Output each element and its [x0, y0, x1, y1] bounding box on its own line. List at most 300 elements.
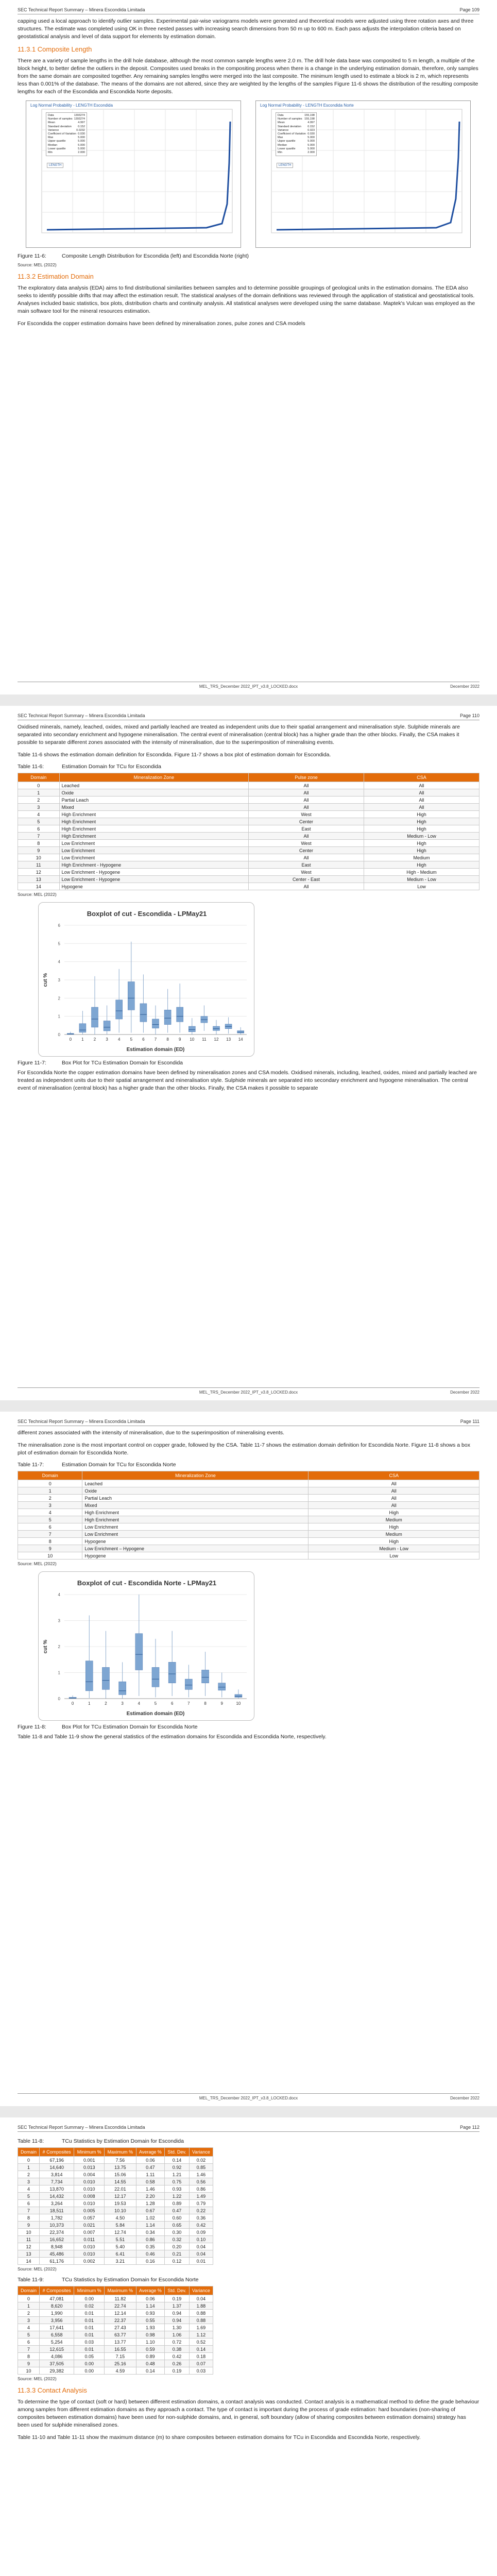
table-cell: 0.01 [189, 2258, 213, 2265]
table-cell: 0.85 [189, 2164, 213, 2171]
table-cell: 1.21 [165, 2171, 190, 2178]
figure-source: Source: MEL (2022) [18, 262, 57, 267]
column-header: Mineralization Zone [59, 773, 248, 782]
table-cell: 12 [18, 2243, 40, 2250]
table-cell: 1.14 [136, 2302, 165, 2310]
table-row [18, 1538, 479, 1545]
box [237, 1031, 244, 1033]
table-cell: 0.05 [74, 2353, 105, 2360]
table-cell: 14,432 [40, 2193, 74, 2200]
table-cell: 12,615 [40, 2346, 74, 2353]
table-cell: 0.005 [74, 2207, 105, 2214]
table-row [18, 2353, 213, 2360]
table-cell: 4,086 [40, 2353, 74, 2360]
domain-table-escondida [18, 773, 479, 890]
column-header: Std. Dev. [165, 2286, 190, 2295]
table-cell: 1.30 [165, 2324, 190, 2331]
table-row [18, 1487, 479, 1495]
table-cell: High [364, 825, 479, 833]
table-cell: Center - East [248, 876, 364, 883]
table-cell: 15.06 [105, 2171, 136, 2178]
table-cell: 14.55 [105, 2178, 136, 2185]
table-row [18, 1545, 479, 1552]
x-tick-label: 5 [130, 1037, 133, 1042]
boxplot-escondida [38, 902, 254, 1057]
table-cell: High Enrichment [59, 825, 248, 833]
table-cell: 0.36 [189, 2214, 213, 2222]
table-cell: High Enrichment [59, 818, 248, 825]
section-heading: 11.3.1 Composite Length [18, 45, 92, 53]
table-row [18, 782, 479, 789]
table-cell: High Enrichment [82, 1509, 309, 1516]
table-cell: 0.30 [165, 2229, 190, 2236]
table-cell: 7 [18, 833, 60, 840]
table-cell: Leached [59, 782, 248, 789]
table-cell: 0.10 [189, 2236, 213, 2243]
table-cell: 0.98 [136, 2331, 165, 2338]
table-cell: High Enrichment [59, 811, 248, 818]
table-cell: 10 [18, 854, 60, 861]
table-cell: 0.16 [136, 2258, 165, 2265]
table-row [18, 2250, 213, 2258]
page-header [18, 2125, 479, 2132]
table-cell: 1.28 [136, 2200, 165, 2207]
table-row [18, 2360, 213, 2367]
table-cell: 0.021 [74, 2222, 105, 2229]
table-cell: 0.010 [74, 2185, 105, 2193]
table-cell: 0.58 [136, 2178, 165, 2185]
table-cell: 29,382 [40, 2367, 74, 2375]
table-cell: Low Enrichment [59, 847, 248, 854]
table-cell: All [309, 1487, 479, 1495]
column-header: CSA [364, 773, 479, 782]
page-footer [18, 682, 479, 689]
table-cell: 3 [18, 2178, 40, 2185]
column-header: Domain [18, 773, 60, 782]
table-cell: 9 [18, 847, 60, 854]
boxplot-canvas [39, 903, 255, 1057]
table-cell: East [248, 861, 364, 869]
table-cell: 2 [18, 2310, 40, 2317]
footer-filename: MEL_TRS_December 2022_IPT_v3.8_LOCKED.docx [199, 1390, 298, 1395]
table-cell: High [309, 1523, 479, 1531]
table-cell: 0.92 [165, 2164, 190, 2171]
x-tick-label: 9 [178, 1037, 181, 1042]
table-cell: 0.86 [136, 2236, 165, 2243]
column-header: Mineralization Zone [82, 1471, 309, 1480]
table-cell: 1.49 [189, 2193, 213, 2200]
table-row [18, 2310, 213, 2317]
table-cell: 10 [18, 2367, 40, 2375]
table-cell: Medium - Low [364, 833, 479, 840]
paragraph: The exploratory data analysis (EDA) aims to find distributional similarities between samples and to determine possible groupings of geological units in the estimation domains. The EDA also seeks to identify possible drifts that may affect the estimation result. The statistical analyses of the domain definitions was reviewed through the application of statistical and geostatistical tools. Analyses included basic statistics, box plots, distribution charts and continuity analysis. All statistical analyses were developed using the same database. Maptek's Vulcan was employed as the main software tool for the mineral resources estimation. [18, 285, 475, 314]
table-cell: 1.12 [189, 2331, 213, 2338]
box [152, 1019, 159, 1028]
table-cell: 0.26 [165, 2360, 190, 2367]
column-header: Domain [18, 2286, 40, 2295]
paragraph: For Escondida the copper estimation domains have been defined by mineralisation zones, pulse zones and CSA models [18, 320, 305, 327]
table-cell: High [309, 1538, 479, 1545]
table-cell: High [364, 811, 479, 818]
box [188, 1026, 195, 1032]
paragraph: There are a variety of sample lengths in the drill hole database, although the most common sample lengths were 2.0 m. The drill hole data base was composited to 5 m length, a multiple of the block height, to better define the outliers in the deposit. Composites used breaks in the compositing process when there is a change in the underlying estimation domain, therefore, only samples from the same domain are composited together. Any remaining samples lengths were merged into the last composite. The minimum length used to estimate a block is 2 m, which represents less than 0.001% of the database. The means of the domains are not altered, since they are weighted by the lengths of the samples Figure 11-6 shows the distribution of the resulting composite lengths for each of the Escondida and Escondida Norte deposits. [18, 58, 478, 95]
table-cell: 0.04 [189, 2295, 213, 2302]
table-cell: 0.86 [189, 2185, 213, 2193]
table-cell: 0.67 [136, 2207, 165, 2214]
column-header: Std. Dev. [165, 2148, 190, 2157]
y-tick-label: 2 [58, 996, 60, 1001]
table-row [18, 2302, 213, 2310]
x-axis-label: Estimation domain (ED) [126, 1711, 185, 1717]
section-heading: 11.3.3 Contact Analysis [18, 2386, 87, 2394]
box [202, 1670, 209, 1683]
table-cell: Medium - Low [364, 876, 479, 883]
table-cell: 0.46 [136, 2250, 165, 2258]
table-cell: 61,176 [40, 2258, 74, 2265]
table-row [18, 1502, 479, 1509]
table-source: Source: MEL (2022) [18, 2376, 57, 2381]
x-tick-label: 5 [154, 1701, 157, 1706]
column-header: Maximum % [105, 2286, 136, 2295]
footer-date: December 2022 [450, 2096, 479, 2100]
boxplot-escondida-norte [38, 1571, 254, 1721]
footer-filename: MEL_TRS_December 2022_IPT_v3.8_LOCKED.docx [199, 684, 298, 689]
table-cell: East [248, 825, 364, 833]
paragraph: different zones associated with the intensity of mineralisation, due to the superimposition of mineralising events. [18, 1430, 285, 1436]
box [119, 1682, 126, 1694]
table-cell: 0.02 [189, 2157, 213, 2164]
table-cell: 0.88 [189, 2310, 213, 2317]
y-axis-label: cut % [43, 1639, 48, 1654]
table-cell: 0.00 [74, 2295, 105, 2302]
figure-caption: Figure 11-8: Box Plot for TCu Estimation Domain for Escondida Norte [18, 1724, 198, 1730]
page-footer [18, 2093, 479, 2100]
table-cell: Low Enrichment [59, 840, 248, 847]
table-cell: 0.008 [74, 2193, 105, 2200]
y-tick-label: 4 [58, 959, 60, 964]
table-cell: 3 [18, 804, 60, 811]
table-cell: 0.38 [165, 2346, 190, 2353]
table-cell: 12 [18, 869, 60, 876]
table-cell: 12.14 [105, 2310, 136, 2317]
table-cell: 4 [18, 811, 60, 818]
page-112 [0, 2117, 497, 2576]
table-cell: 0 [18, 1480, 82, 1487]
table-cell: 8,620 [40, 2302, 74, 2310]
table-row [18, 2295, 213, 2302]
table-row [18, 2200, 213, 2207]
table-cell: 0.001 [74, 2157, 105, 2164]
table-cell: 5,254 [40, 2338, 74, 2346]
table-cell: 7,734 [40, 2178, 74, 2185]
table-cell: 0.48 [136, 2360, 165, 2367]
box [213, 1026, 220, 1030]
table-row [18, 833, 479, 840]
header-title: SEC Technical Report Summary – Minera Escondida Limitada [18, 2125, 145, 2130]
table-cell: 3 [18, 1502, 82, 1509]
table-cell: 3,814 [40, 2171, 74, 2178]
column-header: Average % [136, 2148, 165, 2157]
table-cell: 1.93 [136, 2324, 165, 2331]
box [235, 1694, 242, 1698]
table-cell: 5.84 [105, 2222, 136, 2229]
x-tick-label: 2 [105, 1701, 107, 1706]
x-tick-label: 8 [204, 1701, 207, 1706]
table-cell: 10 [18, 2229, 40, 2236]
x-tick-label: 11 [202, 1037, 207, 1042]
table-cell: 7 [18, 2346, 40, 2353]
table-cell: All [309, 1480, 479, 1487]
table-cell: 0.94 [165, 2310, 190, 2317]
table-cell: 45,486 [40, 2250, 74, 2258]
table-cell: 0.20 [165, 2243, 190, 2250]
column-header: # Composites [40, 2286, 74, 2295]
table-cell: 1 [18, 789, 60, 796]
column-header: Minimum % [74, 2148, 105, 2157]
table-cell: 0.47 [165, 2207, 190, 2214]
table-cell: 0.04 [189, 2243, 213, 2250]
table-cell: 0.55 [136, 2317, 165, 2324]
table-row [18, 811, 479, 818]
table-cell: High [364, 847, 479, 854]
table-cell: 14 [18, 2258, 40, 2265]
table-cell: Low Enrichment – Hypogene [82, 1545, 309, 1552]
table-row [18, 2258, 213, 2265]
plot-legend: LENGTH [47, 163, 63, 168]
table-cell: 0.18 [189, 2353, 213, 2360]
table-cell: 0.42 [189, 2222, 213, 2229]
paragraph: capping used a local approach to identify outlier samples. Experimental pair-wise variograms models were generated and theoretical models were adjusted using three rotation axes and three structures. The estimate was completed using OK in three nested passes with increasing search dimensions from 50 m up to 600 m. Each pass adjusts the interpolation criteria based on geostatistical analysis and level of data support for elements by estimation domain. [18, 18, 474, 40]
table-cell: 0.94 [165, 2317, 190, 2324]
table-cell: 0.60 [165, 2214, 190, 2222]
table-cell: 1.11 [136, 2171, 165, 2178]
table-cell: 37,505 [40, 2360, 74, 2367]
table-cell: 7.56 [105, 2157, 136, 2164]
y-tick-label: 2 [58, 1645, 60, 1649]
table-cell: 8 [18, 840, 60, 847]
table-row [18, 869, 479, 876]
table-cell: Low [364, 883, 479, 890]
x-tick-label: 6 [170, 1701, 174, 1706]
column-header: Maximum % [105, 2148, 136, 2157]
y-tick-label: 5 [58, 941, 60, 946]
table-cell: 8 [18, 2214, 40, 2222]
table-cell: 6 [18, 2338, 40, 2346]
probability-plots-figure [18, 100, 479, 250]
table-cell: All [248, 796, 364, 804]
table-row [18, 2164, 213, 2171]
table-cell: 6,558 [40, 2331, 74, 2338]
table-cell: 4.50 [105, 2214, 136, 2222]
table-cell: All [364, 789, 479, 796]
table-cell: 67,196 [40, 2157, 74, 2164]
table-cell: All [248, 883, 364, 890]
page-number: Page 111 [460, 1419, 479, 1424]
table-cell: 0 [18, 2157, 40, 2164]
table-cell: Low Enrichment [59, 854, 248, 861]
table-cell: 0.07 [189, 2360, 213, 2367]
table-cell: 0.22 [189, 2207, 213, 2214]
table-source: Source: MEL (2022) [18, 2266, 57, 2272]
boxplot-canvas [39, 1572, 255, 1721]
table-cell: 0.03 [74, 2338, 105, 2346]
table-cell: All [248, 854, 364, 861]
table-cell: All [364, 804, 479, 811]
table-cell: 0.47 [136, 2164, 165, 2171]
table-cell: 0.01 [74, 2346, 105, 2353]
footer-filename: MEL_TRS_December 2022_IPT_v3.8_LOCKED.docx [199, 2096, 298, 2100]
table-cell: Low Enrichment - Hypogene [59, 876, 248, 883]
table-cell: 1.10 [136, 2338, 165, 2346]
table-cell: 13.77 [105, 2338, 136, 2346]
table-row [18, 2338, 213, 2346]
box [128, 982, 134, 1010]
box [218, 1683, 226, 1690]
page-109 [0, 0, 497, 694]
table-cell: 9 [18, 1545, 82, 1552]
table-row [18, 2346, 213, 2353]
table-cell: 6 [18, 1523, 82, 1531]
table-cell: 4 [18, 2324, 40, 2331]
box [135, 1634, 143, 1670]
table-cell: High [364, 818, 479, 825]
table-cell: 0.65 [165, 2222, 190, 2229]
table-cell: 0.14 [165, 2157, 190, 2164]
stats-box: Data 155,198 Number of samples 155,198 Mean 4.997 Standard deviation 0.152 Variance 0.023 Coefficient of Variation 0.030 Max 5.000 Upper quartile 5.000 Median 5.000 Lower quartile 5.000 Min 2.000 [276, 112, 317, 156]
table-cell: 3.21 [105, 2258, 136, 2265]
table-cell: 0.057 [74, 2214, 105, 2222]
table-row [18, 1495, 479, 1502]
table-cell: 5.40 [105, 2243, 136, 2250]
table-cell: 3,956 [40, 2317, 74, 2324]
table-cell: 2.20 [136, 2193, 165, 2200]
table-cell: 8 [18, 2353, 40, 2360]
table-cell: 7 [18, 1531, 82, 1538]
header-title: SEC Technical Report Summary – Minera Escondida Limitada [18, 7, 145, 12]
box [164, 1010, 171, 1024]
table-cell: 0.75 [165, 2178, 190, 2185]
table-row [18, 840, 479, 847]
table-cell: 5 [18, 2193, 40, 2200]
table-cell: Oxide [82, 1487, 309, 1495]
table-cell: 0.00 [74, 2360, 105, 2367]
table-cell: 1.14 [136, 2222, 165, 2229]
x-tick-label: 7 [154, 1037, 157, 1042]
table-cell: 22.01 [105, 2185, 136, 2193]
table-cell: All [364, 796, 479, 804]
x-tick-label: 10 [236, 1701, 241, 1706]
table-cell: 0 [18, 2295, 40, 2302]
column-header: Minimum % [74, 2286, 105, 2295]
table-cell: 11 [18, 2236, 40, 2243]
table-cell: 0.01 [74, 2317, 105, 2324]
table-cell: Partial Leach [82, 1495, 309, 1502]
table-cell: 22.37 [105, 2317, 136, 2324]
table-cell: 0.35 [136, 2243, 165, 2250]
table-caption: Table 11-7: Estimation Domain for TCu for Escondida Norte [18, 1462, 176, 1468]
chart-title: Boxplot of cut - Escondida Norte - LPMay21 [77, 1579, 217, 1587]
table-cell: 0.88 [189, 2317, 213, 2324]
table-body [18, 2295, 213, 2375]
table-cell: 2 [18, 2171, 40, 2178]
table-cell: 2 [18, 796, 60, 804]
y-axis-label: cut % [43, 973, 48, 987]
table-cell: 1,990 [40, 2310, 74, 2317]
table-cell: 3 [18, 2317, 40, 2324]
table-cell: Center [248, 847, 364, 854]
paragraph: Table 11-10 and Table 11-11 show the maximum distance (m) to share composites between estimation domains for TCu in Escondida and Escondida Norte, respectively. [18, 2434, 421, 2441]
column-header: Pulse zone [248, 773, 364, 782]
domain-table-escondida-norte [18, 1471, 479, 1560]
table-cell: All [248, 804, 364, 811]
table-cell: 0.007 [74, 2229, 105, 2236]
table-cell: 1 [18, 2302, 40, 2310]
table-caption: Table 11-6: Estimation Domain for TCu for Escondida [18, 764, 161, 770]
page-110 [0, 706, 497, 1400]
table-cell: 0.19 [165, 2367, 190, 2375]
page-header [18, 713, 479, 720]
table-cell: 0.01 [74, 2331, 105, 2338]
table-cell: 1.69 [189, 2324, 213, 2331]
table-row [18, 1531, 479, 1538]
y-tick-label: 1 [58, 1014, 60, 1019]
table-cell: 25.16 [105, 2360, 136, 2367]
paragraph: For Escondida Norte the copper estimation domains have been defined by mineralisation zones and CSA models. Oxidised minerals, including, leached, oxides, mixed and partially leached are treated as independent units due to their spatial arrangement and mineralisation style. Sulphide minerals are separated into secondary enrichment and hypogene mineralisation. The central event of mineralisation (central block) has a higher grade than the other blocks. Finally, the CSA makes it possible to separate [18, 1070, 477, 1091]
table-cell: 0.21 [165, 2250, 190, 2258]
table-cell: 0.010 [74, 2243, 105, 2250]
table-cell: High [309, 1509, 479, 1516]
table-cell: 1,782 [40, 2214, 74, 2222]
table-row [18, 2229, 213, 2236]
table-cell: 5 [18, 2331, 40, 2338]
footer-date: December 2022 [450, 684, 479, 689]
page-footer [18, 1387, 479, 1395]
table-cell: 63.77 [105, 2331, 136, 2338]
table-cell: 0.010 [74, 2200, 105, 2207]
table-cell: 0.93 [136, 2310, 165, 2317]
table-cell: High Enrichment [82, 1516, 309, 1523]
box [85, 1661, 93, 1691]
table-cell: 13 [18, 2250, 40, 2258]
table-cell: Hypogene [82, 1552, 309, 1560]
table-cell: Partial Leach [59, 796, 248, 804]
table-cell: 7 [18, 2207, 40, 2214]
paragraph: Oxidised minerals, namely, leached, oxides, mixed and partially leached are treated as independent units due to their spatial arrangement and mineralisation style. Sulphide minerals are separated into secondary enrichment and hypogene mineralisation. The central event of mineralisation (central block) has a higher grade than the other blocks. Finally, the CSA makes it possible to separate different zones associated with the intensity of mineralisation, due to the superimposition of mineralising events. [18, 724, 460, 745]
table-cell: 6.41 [105, 2250, 136, 2258]
table-cell: 5 [18, 818, 60, 825]
table-cell: All [364, 782, 479, 789]
box [177, 1007, 183, 1022]
box [104, 1021, 110, 1031]
y-tick-label: 0 [58, 1032, 60, 1037]
box [152, 1667, 159, 1687]
table-row [18, 1516, 479, 1523]
table-cell: 4 [18, 2185, 40, 2193]
table-cell: 0.010 [74, 2250, 105, 2258]
page-number: Page 112 [460, 2125, 479, 2130]
table-row [18, 818, 479, 825]
table-cell: Mixed [82, 1502, 309, 1509]
x-tick-label: 1 [81, 1037, 84, 1042]
page-111 [0, 1412, 497, 2106]
y-tick-label: 1 [58, 1670, 60, 1675]
table-cell: High Enrichment [59, 833, 248, 840]
probability-plot-escondida-norte [255, 100, 471, 248]
x-tick-label: 3 [106, 1037, 108, 1042]
table-cell: 0.93 [165, 2185, 190, 2193]
x-axis-label: Estimation domain (ED) [126, 1047, 185, 1053]
section-heading: 11.3.2 Estimation Domain [18, 273, 94, 280]
